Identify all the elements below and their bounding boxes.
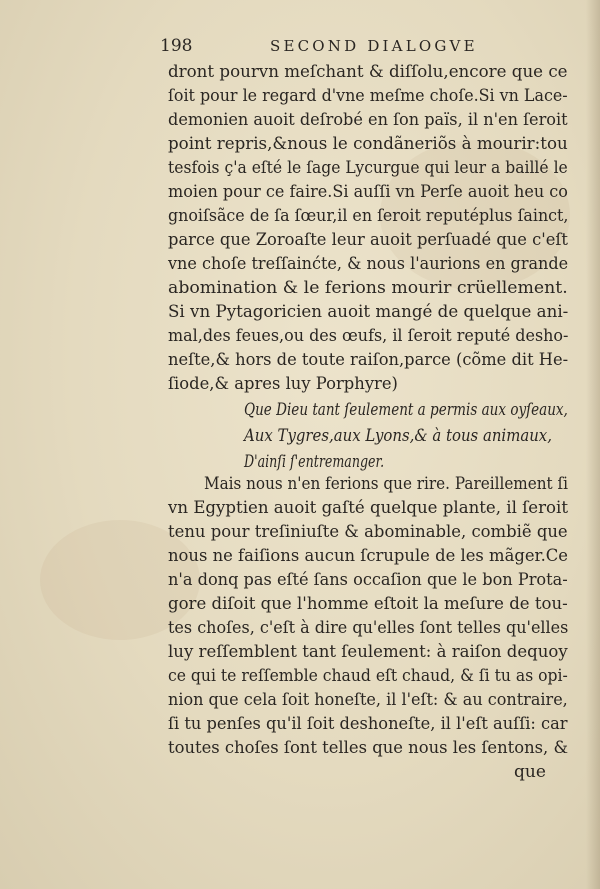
text-line: nous ne faiſions aucun ſcrupule de les mãger.Ce bbox=[168, 546, 569, 566]
text-line: tenu pour treſiniuſte & abominable, combiẽ que bbox=[168, 522, 568, 542]
text-line: n'a donq pas eſté ſans occaſion que le bon Prota- bbox=[168, 570, 568, 590]
text-line: ſoit pour le regard d'vne meſme choſe.Si vn Lace- bbox=[168, 86, 568, 106]
text-line: parce que Zoroaſte leur auoit perſuadé que c'eſt bbox=[168, 230, 568, 250]
verse-line: Que Dieu tant ſeulement a permis aux oyſeaux, bbox=[244, 400, 568, 419]
running-head: SECOND DIALOGVE bbox=[270, 37, 478, 55]
text-line: ſi tu penſes qu'il ſoit deshoneſte, il l'eſt auſſi: car bbox=[168, 714, 568, 734]
text-line: moien pour ce faire.Si auſſi vn Perſe auoit heu co bbox=[168, 182, 568, 202]
text-line: ce qui te reſſemble chaud eſt chaud, & ſi tu as opi- bbox=[168, 666, 568, 686]
text-line: toutes choſes ſont telles que nous les ſentons, & bbox=[168, 738, 569, 758]
text-line: dront pourvn meſchant & diſſolu,encore que ce bbox=[168, 62, 568, 82]
text-line: tesfois ç'a eſté le ſage Lycurgue qui leur a baillé le bbox=[168, 158, 568, 178]
text-line: vn Egyptien auoit gaſté quelque plante, il ſeroit bbox=[168, 498, 569, 518]
page-header bbox=[160, 36, 580, 60]
text-line: demonien auoit deſrobé en ſon païs, il n'en ſeroit bbox=[168, 110, 568, 130]
text-line: mal,des feues,ou des œufs, il ſeroit reputé desho- bbox=[168, 326, 569, 346]
text-line: Mais nous n'en ferions que rire. Pareillement ſi bbox=[204, 474, 568, 494]
text-line: nion que cela ſoit honeſte, il l'eſt: & au contraire, bbox=[168, 690, 568, 710]
text-line: gnoiſsãce de ſa ſœur,il en ſeroit reputéplus ſainct, bbox=[168, 206, 569, 226]
catchword: que bbox=[514, 762, 546, 782]
text-line: tes choſes, c'eſt à dire qu'elles ſont telles qu'elles bbox=[168, 618, 569, 638]
page-edge-shadow bbox=[586, 0, 600, 889]
verse-line: D'ainſi ſ'entremanger. bbox=[244, 452, 385, 471]
text-line: abomination & le ferions mourir crüellement. bbox=[168, 278, 568, 298]
text-line: vne choſe treſſainćte, & nous l'aurions en grande bbox=[168, 254, 569, 274]
text-line: gore diſoit que l'homme eſtoit la meſure de tou- bbox=[168, 594, 568, 614]
text-line: point repris,&nous le condãneriõs à mourir:tou bbox=[168, 134, 568, 154]
text-line: ſiode,& apres luy Porphyre) bbox=[168, 374, 398, 394]
text-line: Si vn Pytagoricien auoit mangé de quelque ani- bbox=[168, 302, 569, 322]
page-number: 198 bbox=[160, 36, 193, 56]
text-line: luy reſſemblent tant ſeulement: à raiſon dequoy bbox=[168, 642, 568, 662]
verse-line: Aux Tygres,aux Lyons,& à tous animaux, bbox=[244, 426, 552, 445]
text-line: neſte,& hors de toute raiſon,parce (cõme dit He- bbox=[168, 350, 569, 370]
